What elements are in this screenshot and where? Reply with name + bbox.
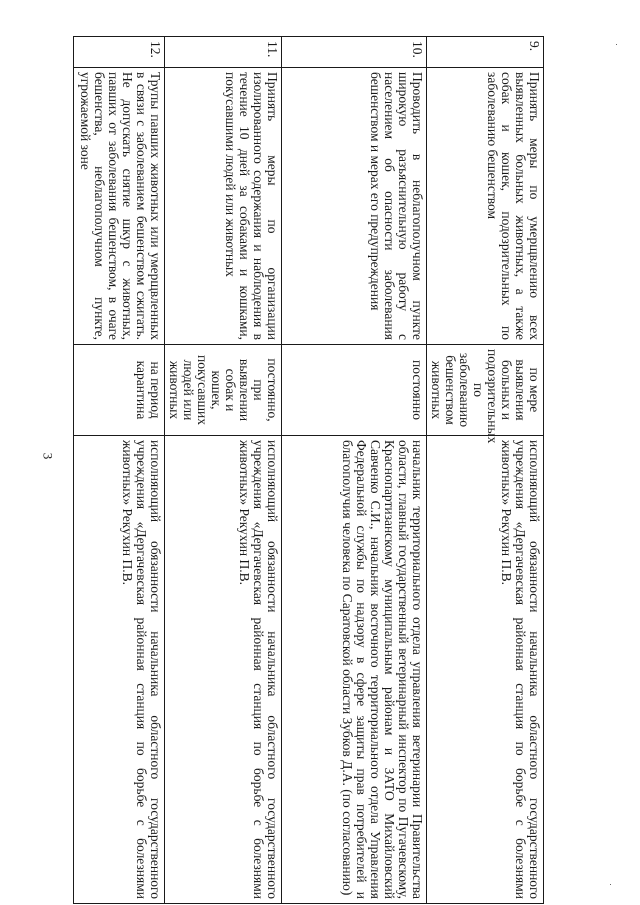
responsible-cell: исполняющий обязанности начальника областного государственного учреждения «Дергачевская районная станция по борьбе с болезнями животных» Рекухин П.В. (165, 436, 282, 904)
table-row (427, 37, 544, 904)
measure-cell: Трупы павших животных или умерщвленных в связи с заболеванием бешенством сжигать. Не допускать снятие шкур с животных, павших от заболевания бешенством, в очаге бешенства, неблагополучном пункте, угрожаемой зоне (74, 68, 165, 345)
row-number: 9. (427, 37, 544, 68)
rotated-table-container (78, 36, 544, 904)
table-row (74, 37, 165, 904)
measure-cell: Принять меры по организации изолированного содержания и наблюдения в течение 10 дней за собаками и кошками, покусавшими людей или животных (165, 68, 282, 345)
row-number: 11. (165, 37, 282, 68)
term-cell: постоянно, при выявлении собак и кошек, покусавших людей или животных (165, 345, 282, 436)
responsible-cell: исполняющий обязанности начальника областного государственного учреждения «Дергачевская районная станция по борьбе с болезнями животных» Рекухин П.В. (427, 436, 544, 904)
row-number: 10. (282, 37, 427, 68)
responsible-cell: исполняющий обязанности начальника областного государственного учреждения «Дергачевская районная станция по борьбе с болезнями животных» Рекухин П.В. (74, 436, 165, 904)
table-row (165, 37, 282, 904)
measures-table (73, 36, 544, 904)
row-number: 12. (74, 37, 165, 68)
page-number: 3 (40, 452, 56, 460)
term-cell: на период карантина (74, 345, 165, 436)
scan-speck (616, 44, 617, 45)
measure-cell: Принять меры по умерщвлению всех выявленных больных животных, а также собак и кошек, подозрительных по заболеванию бешенством (427, 68, 544, 345)
responsible-cell: начальник территориального отдела управления ветеринарии Правительства области, главный государственный ветеринарный инспектор по Пугачевскому, Краснопартизанскому муниципальным районам и ЗАТО Михайловский Савченко С.И., начальник восточного территориального отдела Управления Федеральной службы по надзору в сфере защиты прав потребителей и благополучия человека по Саратовской области Зубков Д.А. (по согласованию) (282, 436, 427, 904)
term-cell: постоянно (282, 345, 427, 436)
term-cell: по мере выявления больных и подозрительных по заболеванию бешенством животных (427, 345, 544, 436)
measure-cell: Проводить в неблагополучном пункте широкую разъяснительную работу с населением об опасности заболевания бешенством и мерах его предупреждения (282, 68, 427, 345)
table-row (282, 37, 427, 904)
scan-speck (610, 884, 611, 885)
